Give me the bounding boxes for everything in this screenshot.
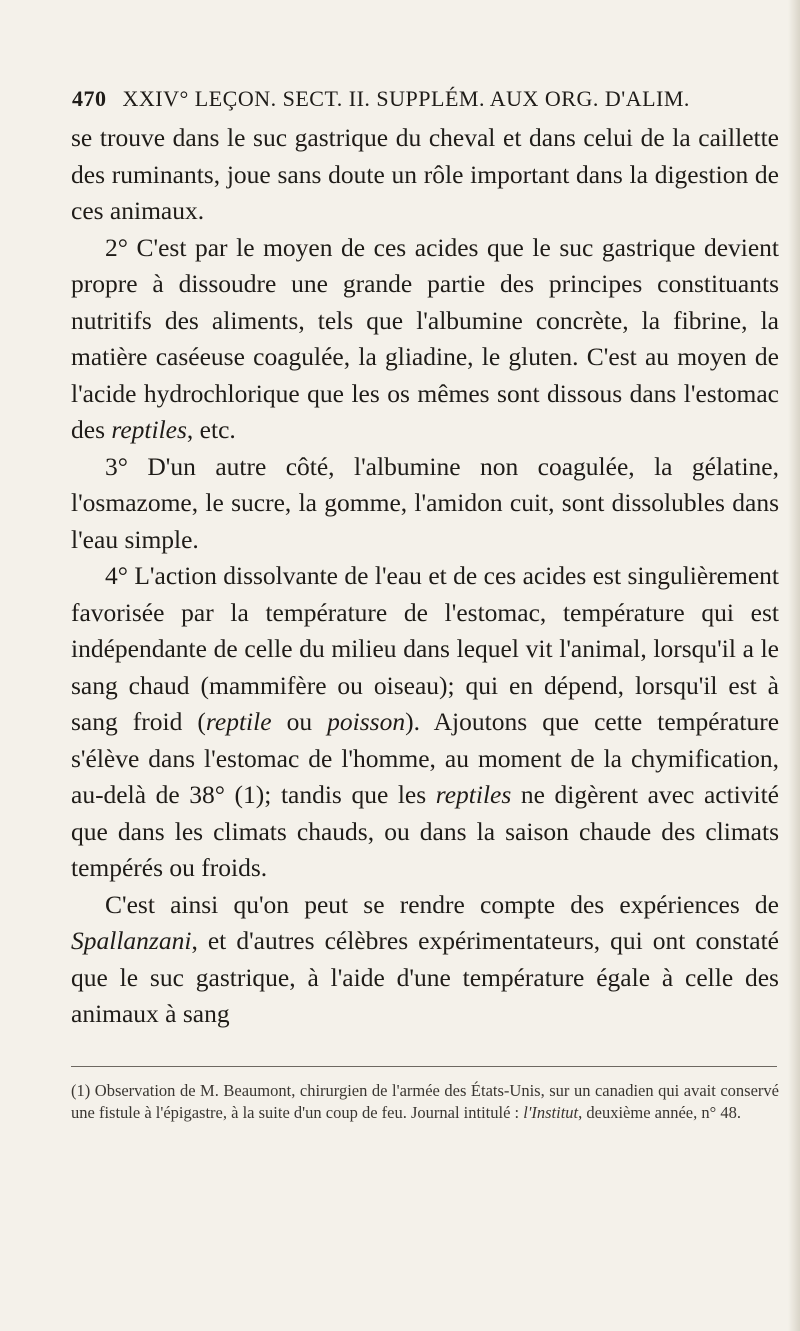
text-run: 3° D'un autre côté, l'albumine non coagulée, la gélatine, l'osmazome, le sucre, la gomme, l'amidon cuit, sont dissolubles dans l'eau simple. — [71, 451, 779, 554]
text-run: , deuxième année, n° 48. — [578, 1103, 741, 1122]
italic-term: reptiles — [435, 780, 512, 809]
italic-term: reptiles — [111, 415, 187, 444]
paragraph — [71, 558, 779, 887]
text-run: (1) Observation de M. Beaumont, chirurgien de l'armée des États-Unis, sur un canadien qui avait conservé une fistule à l'épigastre, à la suite d'un coup de feu. Journal intitulé : — [71, 1081, 779, 1122]
footnote — [71, 1080, 779, 1124]
footnote-rule — [71, 1066, 777, 1067]
paragraph — [71, 887, 779, 1033]
running-header — [72, 86, 762, 112]
running-title: XXIV° LEÇON. SECT. II. SUPPLÉM. AUX ORG. D'ALIM. — [122, 86, 690, 111]
text-run: ou — [271, 707, 328, 736]
italic-term: poisson — [327, 707, 406, 736]
text-run: ). Ajoutons que cette température s'élève dans l'estomac de l'homme, au moment de la chymification, au-delà de 38° (1); tandis que les — [71, 707, 780, 809]
text-run: C'est ainsi qu'on peut se rendre compte des expériences de — [105, 889, 779, 919]
text-run: , et d'autres célèbres expérimentateurs, qui ont constaté que le suc gastrique, à l'aide d'une température égale à celle des animaux à sang — [71, 926, 779, 1028]
text-run: 2° C'est par le moyen de ces acides que le suc gastrique devient propre à dissoudre une grande partie des principes constituants nutritifs des aliments, tels que l'albumine concrète, la fibrine, la matière caséeuse coagulée, la gliadine, le gluten. C'est au moyen de l'acide hydrochlorique que les os mêmes sont dissous dans l'estomac des — [71, 232, 779, 444]
italic-term: l'Institut — [523, 1103, 579, 1122]
page-number: 470 — [72, 86, 107, 111]
body-text — [71, 120, 779, 1033]
paragraph — [71, 449, 779, 559]
text-run: se trouve dans le suc gastrique du cheval et dans celui de la caillette des ruminants, joue sans doute un rôle important dans la digestion de ces animaux. — [71, 123, 779, 225]
text-run: 4° L'action dissolvante de l'eau et de ces acides est singulièrement favorisée par la température de l'estomac, température qui est indépendante de celle du milieu dans lequel vit l'animal, lorsqu'il a le sang chaud (mammifère ou oiseau); qui en dépend, lorsqu'il est à sang froid ( — [71, 561, 779, 736]
italic-term: reptile — [205, 707, 272, 736]
text-run: ne digèrent avec activité que dans les climats chauds, ou dans la saison chaude des climats tempérés ou froids. — [71, 780, 779, 882]
text-run: , etc. — [186, 415, 236, 444]
footnote-text — [71, 1080, 779, 1124]
paragraph — [71, 120, 779, 230]
italic-term: Spallanzani — [71, 926, 192, 955]
page-edge-shadow — [788, 0, 800, 1331]
paragraph — [71, 230, 779, 449]
